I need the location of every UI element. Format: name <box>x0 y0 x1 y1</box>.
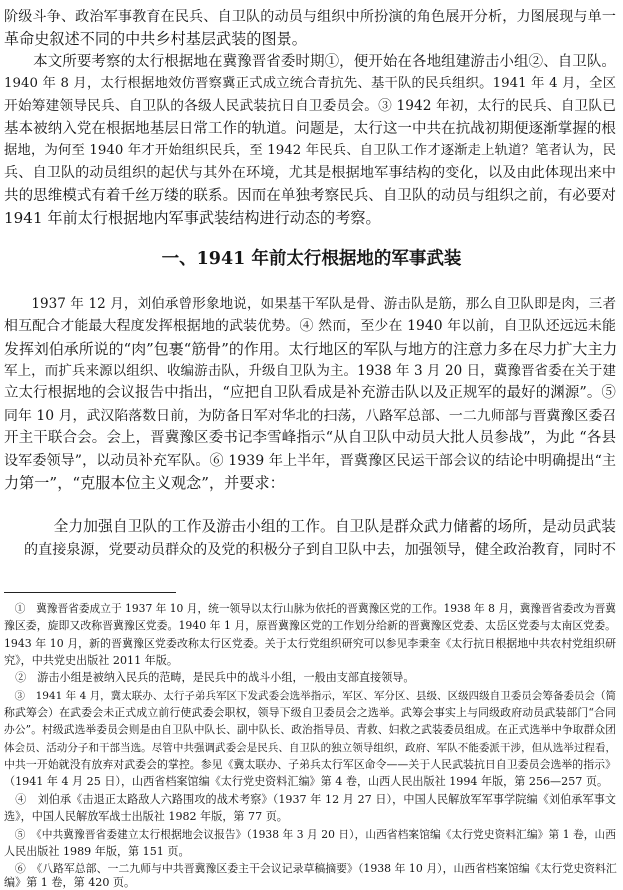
footnote-line: 究》，中共党史出版社 2011 年版。 <box>4 654 178 667</box>
footnote-line: 中共一开始就没有放弃对武委会的掌控。参见《冀太联办、子弟兵太行军区命令——关于人民武装抗日自卫委员会选举的指示》 <box>4 758 616 771</box>
body-text-line: 兵、自卫队的动员组织的起伏与其外在环境，尤其是根据地军事结构的变化，以及由此体现出来中 <box>4 165 616 181</box>
body-text-line: 设军委领导”，以动员补充军队。⑥ 1939 年上半年，晋冀豫区民运干部会议的结论中明确提出“主 <box>4 453 616 469</box>
body-text-line: 军上，而扩兵来源以组织、收编游击队，升级自卫队为主。1938 年 3 月 20 日，冀豫晋省委在关于建 <box>4 363 616 379</box>
footnote-line: ② 游击小组是被纳入民兵的范畴，是民兵中的战斗小组，一般由支部直接领导。 <box>4 671 415 684</box>
footnote-line: ① 冀豫晋省委成立于 1937 年 10 月，统一领导以太行山脉为依托的晋冀豫区党的工作。1938 年 8 月，冀豫晋省委改为晋冀 <box>4 602 616 615</box>
body-text-line: 阶级斗争、政治军事教育在民兵、自卫队的动员与组织中所扮演的角色展开分析，力图展现与单一 <box>4 9 616 25</box>
body-text-line: 开始筹建领导民兵、自卫队的各级人民武装抗日自卫委员会。③ 1942 年初，太行的民兵、自卫队已 <box>4 98 616 114</box>
quote-text-line: 全力加强自卫队的工作及游击小组的工作。自卫队是群众武力储蓄的场所，是动员武装 <box>24 518 616 535</box>
footnote-line: ③ 1941 年 4 月，冀太联办、太行子弟兵军区下发武委会选举指示，军区、军分区、县级、区级四级自卫委员会筹备委员会（简 <box>4 690 616 702</box>
body-text-line: 力第一”，“克服本位主义观念”，并要求： <box>4 474 285 492</box>
body-text-line: 发挥刘伯承所说的“肉”包裹“筋骨”的作用。太行地区的军队与地方的注意力多在尽力扩大主力 <box>4 340 618 358</box>
body-text-line: 立太行根据地的会议报告中指出，“应把自卫队看成是补充游击队以及正规军的最好的渊源”。⑤ <box>4 385 616 401</box>
body-text-line: 1941 年前太行根据地内军事武装结构进行动态的考察。 <box>4 209 381 227</box>
body-text-line: 据地，为何至 1940 年才开始组织民兵，至 1942 年民兵、自卫队工作才逐渐走上轨道？笔者认为，民 <box>4 143 616 158</box>
footnote-line: 1943 年 10 月，新的晋冀豫区党委改称太行区党委。关于太行党组织研究可以参见李秉奎《太行抗日根据地中共农村党组织研 <box>4 637 616 650</box>
section-heading: 一、1941 年前太行根据地的军事武装 <box>161 249 462 269</box>
footnote-line: 体会员、活动分子和干部当选。尽管中共强调武委会是民兵、自卫队的独立领导组织，政府、军队不能委派干涉，但从选举过程看， <box>4 742 616 754</box>
footnote-line: ⑥ 《八路军总部、一二九师与中共晋冀豫区委主干会议记录草稿摘要》（1938 年 10 月），山西省档案馆编《太行党史资料汇 <box>4 862 617 875</box>
body-text-line: 1940 年 8 月，太行根据地效仿晋察冀正式成立统合青抗先、基干队的民兵组织。1941 年 4 月，全区 <box>4 76 616 91</box>
footnote-line: （1941 年 4 月 25 日），山西省档案馆编《太行党史资料汇编》第 4 卷，山西人民出版社 1994 年版，第 256—257 页。 <box>4 775 609 788</box>
footnote-line: 称武筹会）在武委会未正式成立前行使武委会职权，领导下级自卫委员会之选举。武筹会事实上与同级政府动员武装部门“合同 <box>4 706 616 719</box>
body-text-line: 1937 年 12 月，刘伯承曾形象地说，如果基干军队是骨、游击队是筋，那么自卫队即是肉，三者 <box>4 296 616 312</box>
footnote-line: 人民出版社 1989 年版，第 151 页。 <box>4 845 190 858</box>
footnote-line: 编》第 1 卷，第 420 页。 <box>4 876 136 889</box>
body-text-line: 基本被纳入党在根据地基层日常工作的轨道。问题是，太行这一中共在抗战初期便逐渐掌握的根 <box>4 121 616 137</box>
quote-text-line: 的直接泉源，党要动员群众的及党的积极分子到自卫队中去，加强领导，健全政治教育，同时不 <box>24 542 616 558</box>
body-text-line: 革命史叙述不同的中共乡村基层武装的图景。 <box>4 30 307 48</box>
body-text-line: 同年 10 月，武汉陷落数日前，为防备日军对华北的扫荡，八路军总部、一二九师部与晋冀豫区委召 <box>4 408 617 424</box>
body-text-line: 共的思维模式有着千丝万缕的联系。因而在单独考察民兵、自卫队的动员与组织之前，有必要对 <box>4 188 616 204</box>
body-text-line: 本文所要考察的太行根据地在冀豫晋省委时期①，便开始在各地组建游击小组②、自卫队。 <box>4 54 616 70</box>
footnote-line: 豫区委，旋即又改称晋冀豫区党委。1940 年 1 月，原晋冀豫区党的工作划分给新的晋冀豫区党委、太岳区党委与太南区党委。 <box>4 619 616 632</box>
footnote-line: ④ 刘伯承《击退正太路敌人六路围攻的战术考察》（1937 年 12 月 27 日），中国人民解放军军事学院编《刘伯承军事文 <box>4 793 616 806</box>
footnote-separator <box>4 592 176 593</box>
footnote-line: 选》，中国人民解放军战士出版社 1982 年版，第 77 页。 <box>4 810 288 823</box>
footnote-line: 办公”。村级武选举委员会则是由自卫队中队长、副中队长、政治指导员、青救、妇救之武装委员组成。在正式选举中争取群众团 <box>4 723 616 736</box>
footnote-line: ⑤ 《中共冀豫晋省委建立太行根据地会议报告》（1938 年 3 月 20 日），山西省档案馆编《太行党史资料汇编》第 1 卷，山西 <box>4 828 616 841</box>
body-text-line: 相互配合才能最大程度发挥根据地的武装优势。④ 然而，至少在 1940 年以前，自卫队还远远未能 <box>4 318 616 334</box>
body-text-line: 开主干联合会。会上，晋冀豫区委书记李雪峰指示“从自卫队中动员大批人员参战”，为此 “各县 <box>4 430 616 446</box>
